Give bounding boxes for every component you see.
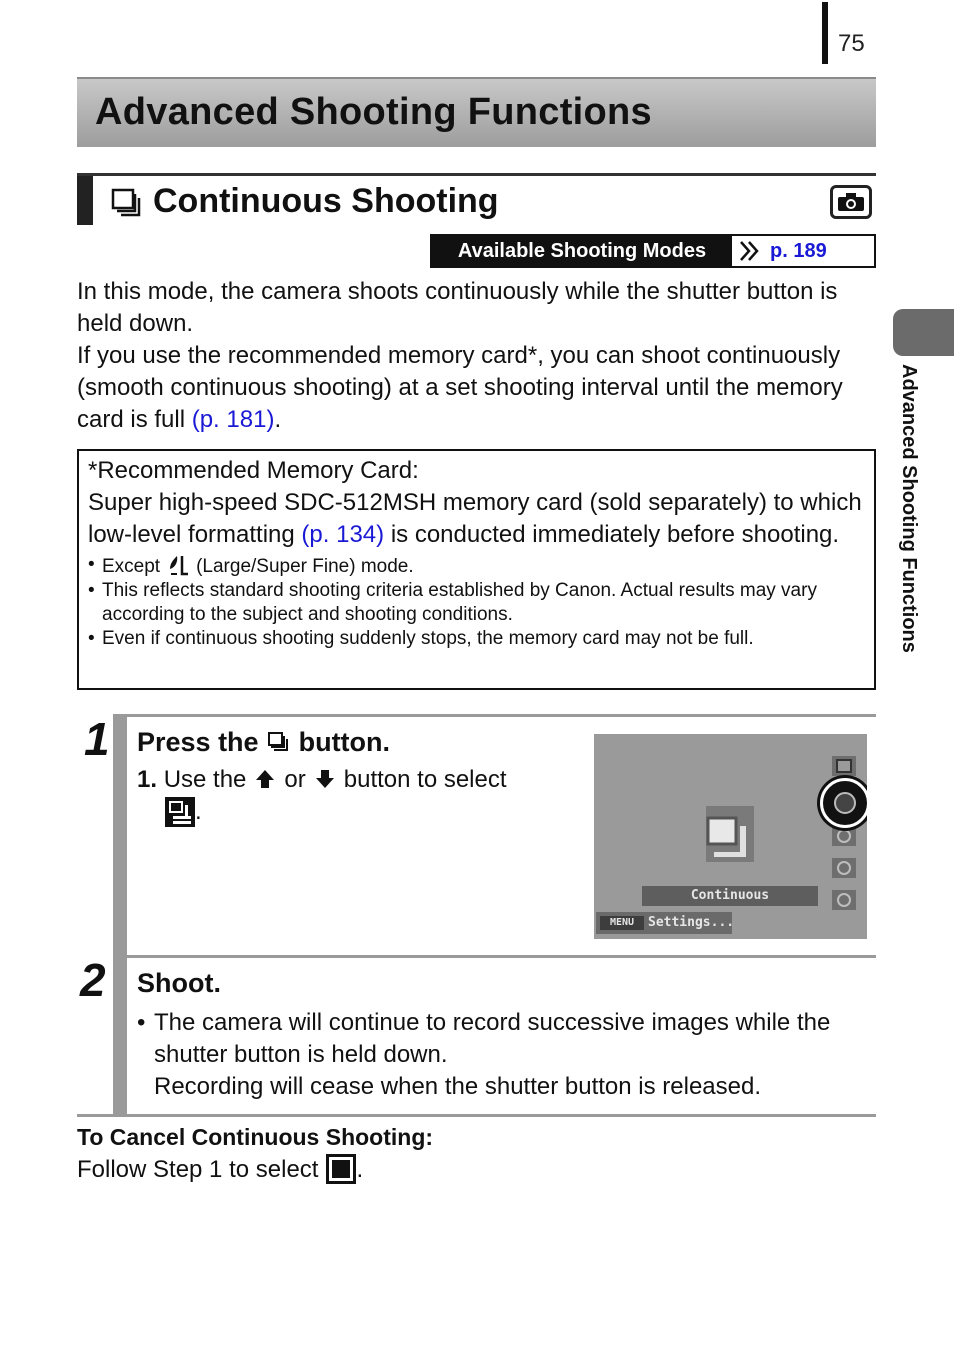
step-2-line-1: The camera will continue to record successive images while the shutter button is held down. [154,1009,831,1068]
chapter-title: Advanced Shooting Functions [95,91,652,133]
section-header [77,173,876,225]
camera-mode-icon [830,185,872,219]
note-bullet-2: • This reflects standard shooting criteria established by Canon. Actual results may vary according to the subject and shooting conditions. [88,579,865,627]
section-title: Continuous Shooting [153,182,499,220]
note-bullets [88,553,865,651]
lcd-settings-label: Settings... [648,915,735,930]
cancel-text-end: . [356,1156,364,1183]
page-number-divider [822,2,828,64]
section-marker [77,176,93,225]
steps-top-rule [113,714,876,717]
note-bullet-3: • Even if continuous shooting suddenly stops, the memory card may not be full. [88,627,865,651]
step-1-substep [137,764,577,828]
page-number: 75 [838,30,865,57]
cancel-text-pre: Follow Step 1 to select [77,1156,319,1183]
available-shooting-modes [430,234,876,268]
note-page-link[interactable]: (p. 134) [301,521,385,548]
steps-bottom-rule [77,1114,876,1117]
lcd-selected-mode-ring [820,778,867,828]
substep-text-post: button to select [343,766,507,793]
lcd-illustration [594,734,867,939]
substep-end: . [195,798,202,825]
steps-middle-rule [113,955,876,958]
available-modes-page-link[interactable]: p. 189 [770,240,827,262]
continuous-shooting-icon [111,188,145,218]
up-arrow-icon [254,768,276,790]
step-2-body [137,1007,877,1103]
step-1-title-pre: Press the [137,727,259,757]
intro-paragraph-2 [77,340,877,436]
step-1-title-post: button. [298,727,391,757]
step-2-bullet: • [137,1009,146,1036]
substep-or: or [284,766,306,793]
intro-paragraph-2-end: . [274,406,282,433]
cancel-text [77,1154,363,1184]
chapter-banner [77,77,876,147]
chapter-side-label: Advanced Shooting Functions [898,364,920,653]
note-bullet-1-post: (Large/Super Fine) mode. [196,556,414,577]
memory-card-note [77,449,876,690]
note-body-text: Super high-speed SDC-512MSH memory card (sold separately) to which low-level formatting [88,489,862,548]
cancel-heading: To Cancel Continuous Shooting: [77,1124,434,1150]
intro-paragraph-2-text: If you use the recommended memory card*, you can shoot continuously (smooth continuous shooting) at a set shooting interval until the memory card is full [77,342,843,433]
intro-page-link[interactable]: (p. 181) [191,406,275,433]
down-arrow-icon [314,768,336,790]
step-2-title: Shoot. [137,968,221,998]
chapter-side-tab [893,309,954,356]
note-body-end: is conducted immediately before shooting. [390,521,840,548]
intro-paragraph-1: In this mode, the camera shoots continuously while the shutter button is held down. [77,278,838,337]
large-superfine-icon [166,553,190,577]
lcd-menu-tag: MENU [609,917,635,928]
step-1-title [137,727,390,758]
note-main [88,455,865,551]
single-shot-icon [326,1154,356,1184]
note-bullet-1 [88,553,865,579]
note-heading: *Recommended Memory Card: [88,457,419,484]
double-chevron-icon [737,239,763,263]
lcd-mode-label: Continuous [690,888,770,903]
steps-side-bar [113,714,127,1117]
step-1-number: 1 [84,713,110,765]
substep-number: 1. [137,766,158,793]
substep-text-pre: Use the [163,766,247,793]
step-2-number: 2 [80,954,106,1006]
note-bullet-1-pre: Except [102,556,161,577]
continuous-shooting-icon [267,731,291,753]
continuous-mode-icon [165,797,195,827]
camera-lcd-screen [594,734,867,939]
step-2-line-2: Recording will cease when the shutter button is released. [154,1073,762,1100]
note-body [88,487,865,551]
available-modes-label: Available Shooting Modes [432,236,732,266]
intro-text [77,276,877,436]
